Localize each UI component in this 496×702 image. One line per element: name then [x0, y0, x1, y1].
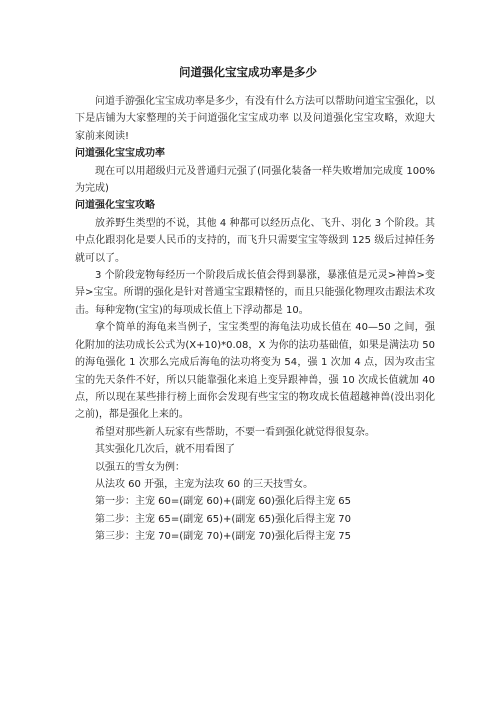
strategy-paragraph: 其实强化几次后，就不用看图了 — [95, 444, 235, 456]
section-heading-success-rate: 问道强化宝宝成功率 — [75, 148, 165, 160]
step-line: 第三步：主宠 70=(副宠 70)+(副宠 70)强化后得主宠 75 — [95, 531, 351, 543]
strategy-paragraph: 希望对那些新人玩家有些帮助，不要一看到强化就觉得很复杂。 — [95, 426, 375, 438]
strategy-paragraph: 以强五的雪女为例： — [95, 461, 185, 473]
strategy-paragraph: 3 个阶段宠物每经历一个阶段后成长值会得到暴涨，暴涨值是元灵>神兽>变异>宝宝。所谓的强化是针对普通宝宝跟精怪的，而且只能强化物理攻击跟法术攻击。每种宠物(宝宝)的每项成长值上下浮动都是 10。 — [75, 270, 435, 316]
intro-paragraph: 问道手游强化宝宝成功率是多少，有没有什么方法可以帮助问道宝宝强化，以下是店铺为大家整理的关于问道强化宝宝成功率 以及问道强化宝宝攻略，欢迎大家前来阅读! — [75, 96, 435, 142]
step-line: 第二步：主宠 65=(副宠 65)+(副宠 65)强化后得主宠 70 — [95, 513, 351, 525]
success-rate-paragraph: 现在可以用超级归元及普通归元强了(同强化装备一样失败增加完成度 100%为完成) — [75, 165, 435, 195]
section-heading-strategy: 问道强化宝宝攻略 — [75, 200, 155, 212]
document-body — [75, 93, 435, 546]
strategy-paragraph: 拿个简单的海龟来当例子，宝宝类型的海龟法功成长值在 40—50 之间，强化附加的法功成长公式为(X+10)*0.08，X 为你的法功基础值，如果是满法功 50 的海龟强化 1 次那么完成后海龟的法功将变为 54，强 1 次加 4 点，因为攻击宝宝的先天条件不好，所以只能靠强化来追上变异跟神兽，强 10 次成长值就加 40 点，所以现在某些排行榜上面你会发现有些宝宝的物攻成长值超越神兽(没出羽化之前)，都是强化上来的。 — [75, 322, 435, 421]
strategy-paragraph: 放养野生类型的不说，其他 4 种都可以经历点化、飞升、羽化 3 个阶段。其中点化跟羽化是要人民币的支持的，而飞升只需要宝宝等级到 125 级后过掉任务就可以了。 — [75, 217, 435, 264]
example-intro-line: 从法攻 60 开强，主宠为法攻 60 的三天技雪女。 — [95, 478, 314, 490]
step-line: 第一步：主宠 60=(副宠 60)+(副宠 60)强化后得主宠 65 — [95, 496, 351, 508]
document-title: 问道强化宝宝成功率是多少 — [179, 65, 317, 79]
